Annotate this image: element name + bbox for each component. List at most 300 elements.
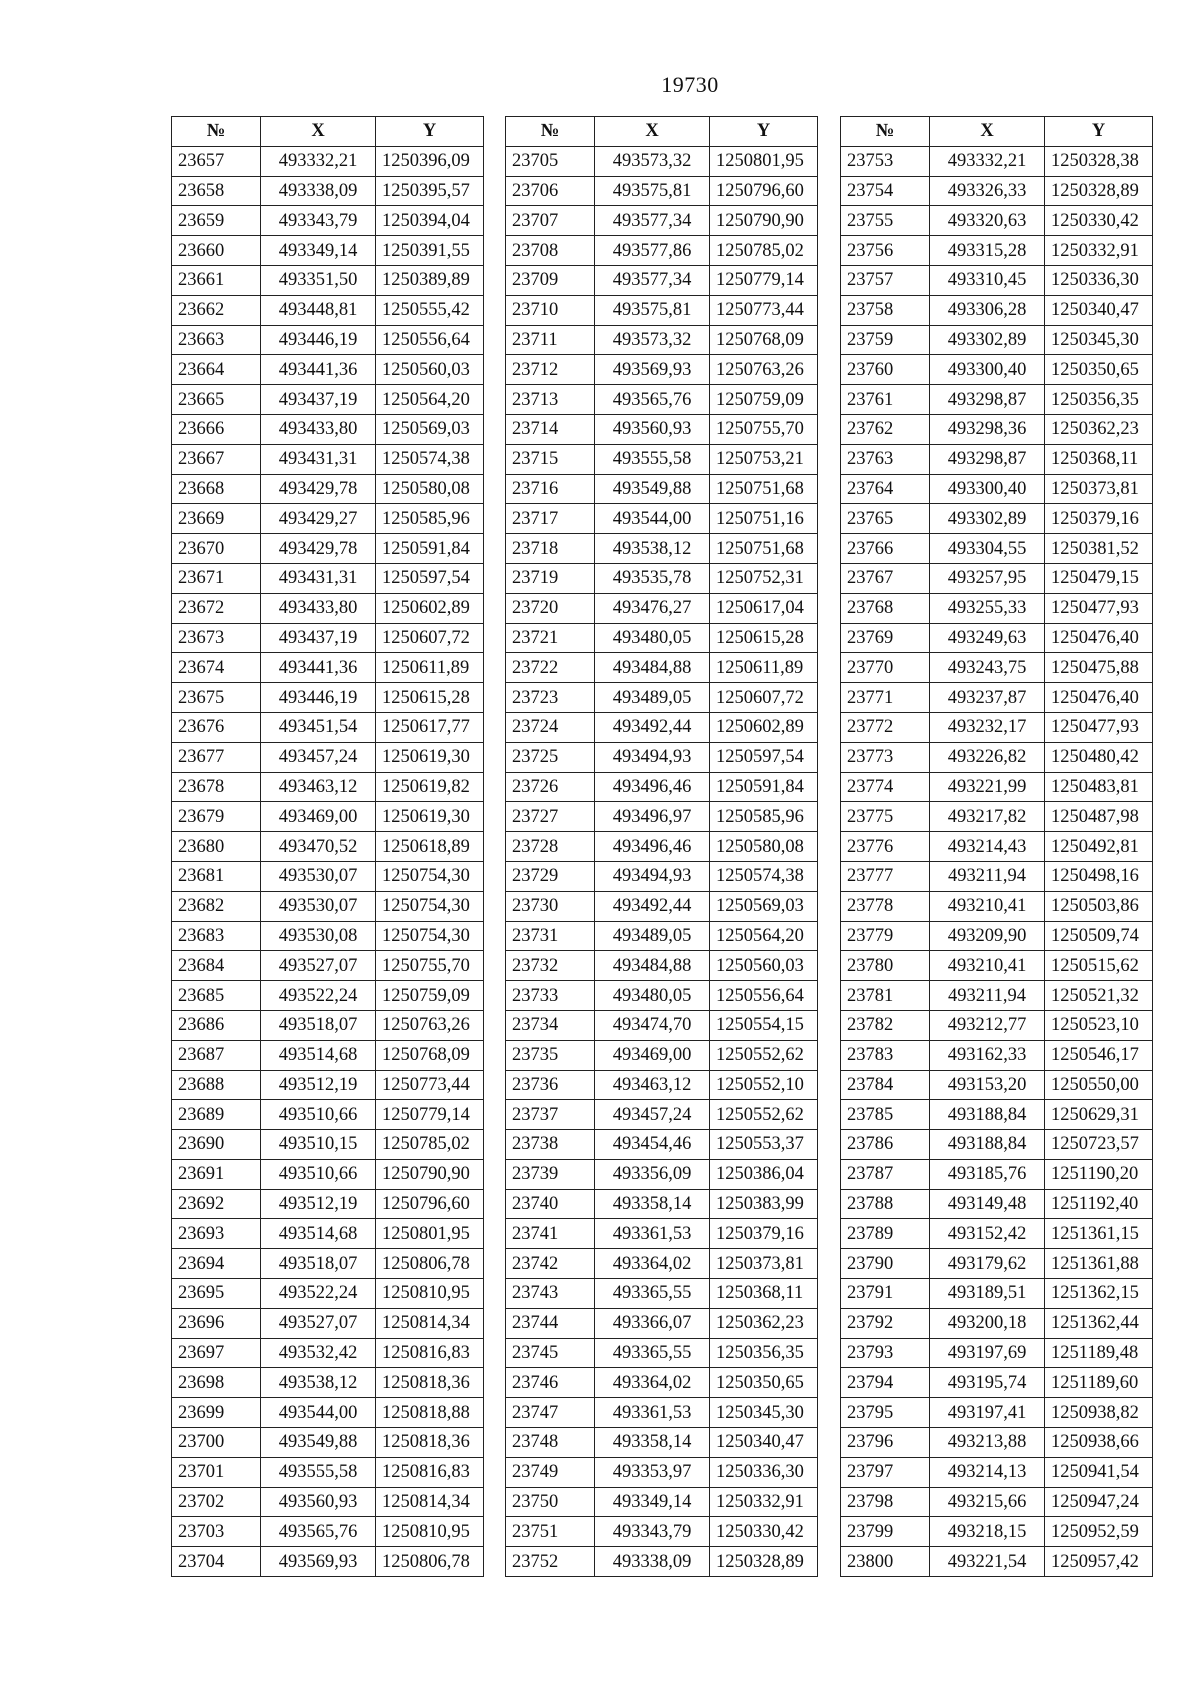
x-coordinate-cell: 493510,66 [261,1100,376,1130]
x-coordinate-cell: 493514,68 [261,1219,376,1249]
x-coordinate-cell: 493152,42 [930,1219,1045,1249]
y-coordinate-cell: 1250560,03 [376,355,484,385]
header-row [172,117,484,147]
point-number-cell: 23789 [841,1219,930,1249]
y-coordinate-cell: 1250362,23 [710,1308,818,1338]
table-row [172,265,484,295]
y-coordinate-cell: 1250619,82 [376,772,484,802]
x-coordinate-cell: 493210,41 [930,891,1045,921]
y-coordinate-cell: 1250477,93 [1045,712,1153,742]
header-x: X [261,117,376,147]
point-number-cell: 23683 [172,921,261,951]
point-number-cell: 23657 [172,146,261,176]
table-row [506,563,818,593]
table-row [172,1547,484,1577]
table-row [172,355,484,385]
point-number-cell: 23720 [506,593,595,623]
x-coordinate-cell: 493306,28 [930,295,1045,325]
x-coordinate-cell: 493530,08 [261,921,376,951]
point-number-cell: 23684 [172,951,261,981]
point-number-cell: 23772 [841,712,930,742]
point-number-cell: 23771 [841,683,930,713]
table-row [506,921,818,951]
table-row [172,1487,484,1517]
point-number-cell: 23759 [841,325,930,355]
x-coordinate-cell: 493358,14 [595,1428,710,1458]
x-coordinate-cell: 493320,63 [930,206,1045,236]
point-number-cell: 23761 [841,385,930,415]
x-coordinate-cell: 493480,05 [595,981,710,1011]
table-row [506,1219,818,1249]
y-coordinate-cell: 1251361,88 [1045,1249,1153,1279]
point-number-cell: 23763 [841,444,930,474]
table-row [841,832,1153,862]
x-coordinate-cell: 493298,87 [930,385,1045,415]
point-number-cell: 23687 [172,1040,261,1070]
table-row [172,832,484,862]
x-coordinate-cell: 493538,12 [261,1368,376,1398]
x-coordinate-cell: 493195,74 [930,1368,1045,1398]
table-body [506,146,818,1576]
point-number-cell: 23784 [841,1070,930,1100]
point-number-cell: 23712 [506,355,595,385]
header-row [841,117,1153,147]
table-row [506,1070,818,1100]
table-row [841,206,1153,236]
y-coordinate-cell: 1250556,64 [710,981,818,1011]
point-number-cell: 23744 [506,1308,595,1338]
table-row [172,1368,484,1398]
x-coordinate-cell: 493213,88 [930,1428,1045,1458]
point-number-cell: 23701 [172,1457,261,1487]
y-coordinate-cell: 1251362,44 [1045,1308,1153,1338]
x-coordinate-cell: 493496,97 [595,802,710,832]
y-coordinate-cell: 1250345,30 [1045,325,1153,355]
y-coordinate-cell: 1250328,89 [1045,176,1153,206]
y-coordinate-cell: 1251190,20 [1045,1159,1153,1189]
x-coordinate-cell: 493518,07 [261,1249,376,1279]
table-row [841,295,1153,325]
x-coordinate-cell: 493437,19 [261,385,376,415]
y-coordinate-cell: 1250611,89 [376,653,484,683]
table-row [172,1100,484,1130]
y-coordinate-cell: 1250768,09 [710,325,818,355]
x-coordinate-cell: 493522,24 [261,981,376,1011]
table-row [841,236,1153,266]
point-number-cell: 23674 [172,653,261,683]
table-row [172,1338,484,1368]
point-number-cell: 23672 [172,593,261,623]
y-coordinate-cell: 1250523,10 [1045,1010,1153,1040]
y-coordinate-cell: 1250569,03 [710,891,818,921]
point-number-cell: 23660 [172,236,261,266]
point-number-cell: 23758 [841,295,930,325]
point-number-cell: 23757 [841,265,930,295]
x-coordinate-cell: 493315,28 [930,236,1045,266]
table-row [506,1428,818,1458]
y-coordinate-cell: 1250580,08 [710,832,818,862]
x-coordinate-cell: 493474,70 [595,1010,710,1040]
y-coordinate-cell: 1250615,28 [376,683,484,713]
y-coordinate-cell: 1250790,90 [710,206,818,236]
point-number-cell: 23718 [506,534,595,564]
y-coordinate-cell: 1250768,09 [376,1040,484,1070]
y-coordinate-cell: 1250554,15 [710,1010,818,1040]
point-number-cell: 23731 [506,921,595,951]
point-number-cell: 23682 [172,891,261,921]
point-number-cell: 23710 [506,295,595,325]
y-coordinate-cell: 1250552,62 [710,1040,818,1070]
table-row [841,1428,1153,1458]
table-row [172,683,484,713]
table-row [841,355,1153,385]
x-coordinate-cell: 493338,09 [261,176,376,206]
table-row [506,1487,818,1517]
table-row [841,802,1153,832]
x-coordinate-cell: 493304,55 [930,534,1045,564]
y-coordinate-cell: 1250580,08 [376,474,484,504]
x-coordinate-cell: 493212,77 [930,1010,1045,1040]
point-number-cell: 23748 [506,1428,595,1458]
table-body [841,146,1153,1576]
point-number-cell: 23773 [841,742,930,772]
point-number-cell: 23794 [841,1368,930,1398]
point-number-cell: 23695 [172,1279,261,1309]
table-row [841,593,1153,623]
x-coordinate-cell: 493429,78 [261,474,376,504]
y-coordinate-cell: 1250394,04 [376,206,484,236]
table-row [172,1398,484,1428]
table-row [172,325,484,355]
y-coordinate-cell: 1250796,60 [376,1189,484,1219]
point-number-cell: 23723 [506,683,595,713]
y-coordinate-cell: 1250381,52 [1045,534,1153,564]
point-number-cell: 23765 [841,504,930,534]
point-number-cell: 23799 [841,1517,930,1547]
point-number-cell: 23709 [506,265,595,295]
point-number-cell: 23776 [841,832,930,862]
header-y: Y [1045,117,1153,147]
point-number-cell: 23680 [172,832,261,862]
x-coordinate-cell: 493211,94 [930,981,1045,1011]
point-number-cell: 23785 [841,1100,930,1130]
x-coordinate-cell: 493302,89 [930,325,1045,355]
y-coordinate-cell: 1250379,16 [1045,504,1153,534]
y-coordinate-cell: 1250615,28 [710,623,818,653]
x-coordinate-cell: 493437,19 [261,623,376,653]
point-number-cell: 23760 [841,355,930,385]
table-row [506,1100,818,1130]
y-coordinate-cell: 1250801,95 [710,146,818,176]
x-coordinate-cell: 493358,14 [595,1189,710,1219]
x-coordinate-cell: 493457,24 [595,1100,710,1130]
y-coordinate-cell: 1250806,78 [376,1249,484,1279]
y-coordinate-cell: 1250330,42 [710,1517,818,1547]
x-coordinate-cell: 493351,50 [261,265,376,295]
x-coordinate-cell: 493454,46 [595,1130,710,1160]
point-number-cell: 23690 [172,1130,261,1160]
table-body [172,146,484,1576]
x-coordinate-cell: 493300,40 [930,355,1045,385]
x-coordinate-cell: 493489,05 [595,921,710,951]
x-coordinate-cell: 493469,00 [261,802,376,832]
table-row [172,504,484,534]
table-row [841,981,1153,1011]
table-row [506,1517,818,1547]
x-coordinate-cell: 493575,81 [595,295,710,325]
table-row [172,1130,484,1160]
point-number-cell: 23783 [841,1040,930,1070]
table-row [841,653,1153,683]
y-coordinate-cell: 1250759,09 [376,981,484,1011]
y-coordinate-cell: 1250479,15 [1045,563,1153,593]
point-number-cell: 23740 [506,1189,595,1219]
table-row [506,146,818,176]
x-coordinate-cell: 493538,12 [595,534,710,564]
table-row [172,176,484,206]
y-coordinate-cell: 1250755,70 [376,951,484,981]
y-coordinate-cell: 1250389,89 [376,265,484,295]
y-coordinate-cell: 1250806,78 [376,1547,484,1577]
table-row [841,1279,1153,1309]
point-number-cell: 23729 [506,861,595,891]
x-coordinate-cell: 493353,97 [595,1457,710,1487]
y-coordinate-cell: 1250773,44 [376,1070,484,1100]
header-y: Y [710,117,818,147]
x-coordinate-cell: 493549,88 [261,1428,376,1458]
x-coordinate-cell: 493463,12 [595,1070,710,1100]
x-coordinate-cell: 493510,66 [261,1159,376,1189]
x-coordinate-cell: 493492,44 [595,712,710,742]
y-coordinate-cell: 1251361,15 [1045,1219,1153,1249]
y-coordinate-cell: 1250546,17 [1045,1040,1153,1070]
y-coordinate-cell: 1250555,42 [376,295,484,325]
point-number-cell: 23664 [172,355,261,385]
table-row [841,1249,1153,1279]
point-number-cell: 23666 [172,414,261,444]
point-number-cell: 23702 [172,1487,261,1517]
y-coordinate-cell: 1250356,35 [710,1338,818,1368]
y-coordinate-cell: 1250941,54 [1045,1457,1153,1487]
y-coordinate-cell: 1250759,09 [710,385,818,415]
table-row [506,176,818,206]
point-number-cell: 23669 [172,504,261,534]
x-coordinate-cell: 493349,14 [595,1487,710,1517]
y-coordinate-cell: 1250477,93 [1045,593,1153,623]
x-coordinate-cell: 493185,76 [930,1159,1045,1189]
x-coordinate-cell: 493361,53 [595,1398,710,1428]
y-coordinate-cell: 1250345,30 [710,1398,818,1428]
table-row [506,623,818,653]
table-row [841,1487,1153,1517]
x-coordinate-cell: 493215,66 [930,1487,1045,1517]
point-number-cell: 23728 [506,832,595,862]
point-number-cell: 23800 [841,1547,930,1577]
x-coordinate-cell: 493496,46 [595,832,710,862]
x-coordinate-cell: 493577,34 [595,206,710,236]
table-row [841,1010,1153,1040]
y-coordinate-cell: 1250483,81 [1045,772,1153,802]
y-coordinate-cell: 1250574,38 [710,861,818,891]
point-number-cell: 23777 [841,861,930,891]
table-row [172,295,484,325]
point-number-cell: 23706 [506,176,595,206]
x-coordinate-cell: 493226,82 [930,742,1045,772]
table-row [506,712,818,742]
x-coordinate-cell: 493343,79 [261,206,376,236]
point-number-cell: 23671 [172,563,261,593]
y-coordinate-cell: 1250952,59 [1045,1517,1153,1547]
x-coordinate-cell: 493544,00 [261,1398,376,1428]
y-coordinate-cell: 1250391,55 [376,236,484,266]
point-number-cell: 23764 [841,474,930,504]
y-coordinate-cell: 1250818,36 [376,1368,484,1398]
y-coordinate-cell: 1250816,83 [376,1457,484,1487]
table-row [172,1517,484,1547]
x-coordinate-cell: 493470,52 [261,832,376,862]
x-coordinate-cell: 493510,15 [261,1130,376,1160]
x-coordinate-cell: 493429,78 [261,534,376,564]
y-coordinate-cell: 1250332,91 [1045,236,1153,266]
y-coordinate-cell: 1250476,40 [1045,683,1153,713]
table-row [841,563,1153,593]
point-number-cell: 23667 [172,444,261,474]
point-number-cell: 23668 [172,474,261,504]
table-row [841,444,1153,474]
table-row [506,1279,818,1309]
y-coordinate-cell: 1250368,11 [710,1279,818,1309]
x-coordinate-cell: 493257,95 [930,563,1045,593]
table-row [506,832,818,862]
point-number-cell: 23793 [841,1338,930,1368]
x-coordinate-cell: 493221,54 [930,1547,1045,1577]
point-number-cell: 23732 [506,951,595,981]
y-coordinate-cell: 1250521,32 [1045,981,1153,1011]
point-number-cell: 23713 [506,385,595,415]
point-number-cell: 23689 [172,1100,261,1130]
y-coordinate-cell: 1250386,04 [710,1159,818,1189]
table-row [841,921,1153,951]
point-number-cell: 23719 [506,563,595,593]
table-row [506,1189,818,1219]
y-coordinate-cell: 1250790,90 [376,1159,484,1189]
table-row [506,1398,818,1428]
y-coordinate-cell: 1250818,36 [376,1428,484,1458]
table-row [172,385,484,415]
y-coordinate-cell: 1250619,30 [376,742,484,772]
table-row [172,1219,484,1249]
x-coordinate-cell: 493518,07 [261,1010,376,1040]
x-coordinate-cell: 493512,19 [261,1189,376,1219]
point-number-cell: 23692 [172,1189,261,1219]
x-coordinate-cell: 493255,33 [930,593,1045,623]
x-coordinate-cell: 493310,45 [930,265,1045,295]
y-coordinate-cell: 1250619,30 [376,802,484,832]
y-coordinate-cell: 1250395,57 [376,176,484,206]
header-x: X [595,117,710,147]
point-number-cell: 23727 [506,802,595,832]
x-coordinate-cell: 493217,82 [930,802,1045,832]
x-coordinate-cell: 493332,21 [261,146,376,176]
point-number-cell: 23724 [506,712,595,742]
y-coordinate-cell: 1250751,68 [710,534,818,564]
point-number-cell: 23746 [506,1368,595,1398]
x-coordinate-cell: 493532,42 [261,1338,376,1368]
x-coordinate-cell: 493565,76 [261,1517,376,1547]
point-number-cell: 23775 [841,802,930,832]
table-row [172,1189,484,1219]
point-number-cell: 23749 [506,1457,595,1487]
y-coordinate-cell: 1250779,14 [710,265,818,295]
y-coordinate-cell: 1250938,66 [1045,1428,1153,1458]
point-number-cell: 23696 [172,1308,261,1338]
table-row [172,534,484,564]
x-coordinate-cell: 493484,88 [595,653,710,683]
y-coordinate-cell: 1250332,91 [710,1487,818,1517]
table-row [172,1040,484,1070]
table-row [172,742,484,772]
y-coordinate-cell: 1250754,30 [376,891,484,921]
header-number: № [841,117,930,147]
y-coordinate-cell: 1250350,65 [1045,355,1153,385]
y-coordinate-cell: 1250753,21 [710,444,818,474]
y-coordinate-cell: 1250569,03 [376,414,484,444]
point-number-cell: 23704 [172,1547,261,1577]
x-coordinate-cell: 493349,14 [261,236,376,266]
point-number-cell: 23691 [172,1159,261,1189]
x-coordinate-cell: 493573,32 [595,146,710,176]
point-number-cell: 23707 [506,206,595,236]
table-row [506,206,818,236]
y-coordinate-cell: 1250585,96 [710,802,818,832]
x-coordinate-cell: 493496,46 [595,772,710,802]
table-row [841,742,1153,772]
point-number-cell: 23688 [172,1070,261,1100]
y-coordinate-cell: 1250492,81 [1045,832,1153,862]
x-coordinate-cell: 493200,18 [930,1308,1045,1338]
point-number-cell: 23797 [841,1457,930,1487]
x-coordinate-cell: 493249,63 [930,623,1045,653]
point-number-cell: 23699 [172,1398,261,1428]
x-coordinate-cell: 493188,84 [930,1130,1045,1160]
x-coordinate-cell: 493298,36 [930,414,1045,444]
table-row [172,1159,484,1189]
y-coordinate-cell: 1250754,30 [376,861,484,891]
table-row [506,295,818,325]
y-coordinate-cell: 1250379,16 [710,1219,818,1249]
x-coordinate-cell: 493560,93 [261,1487,376,1517]
y-coordinate-cell: 1250336,30 [710,1457,818,1487]
y-coordinate-cell: 1250751,68 [710,474,818,504]
y-coordinate-cell: 1250814,34 [376,1308,484,1338]
table-row [841,265,1153,295]
y-coordinate-cell: 1250785,02 [376,1130,484,1160]
x-coordinate-cell: 493555,58 [595,444,710,474]
table-row [172,891,484,921]
y-coordinate-cell: 1250810,95 [376,1517,484,1547]
x-coordinate-cell: 493433,80 [261,414,376,444]
point-number-cell: 23735 [506,1040,595,1070]
table-row [172,236,484,266]
point-number-cell: 23750 [506,1487,595,1517]
table-row [506,236,818,266]
table-row [172,146,484,176]
y-coordinate-cell: 1250340,47 [710,1428,818,1458]
x-coordinate-cell: 493476,27 [595,593,710,623]
point-number-cell: 23781 [841,981,930,1011]
y-coordinate-cell: 1250617,04 [710,593,818,623]
x-coordinate-cell: 493214,43 [930,832,1045,862]
